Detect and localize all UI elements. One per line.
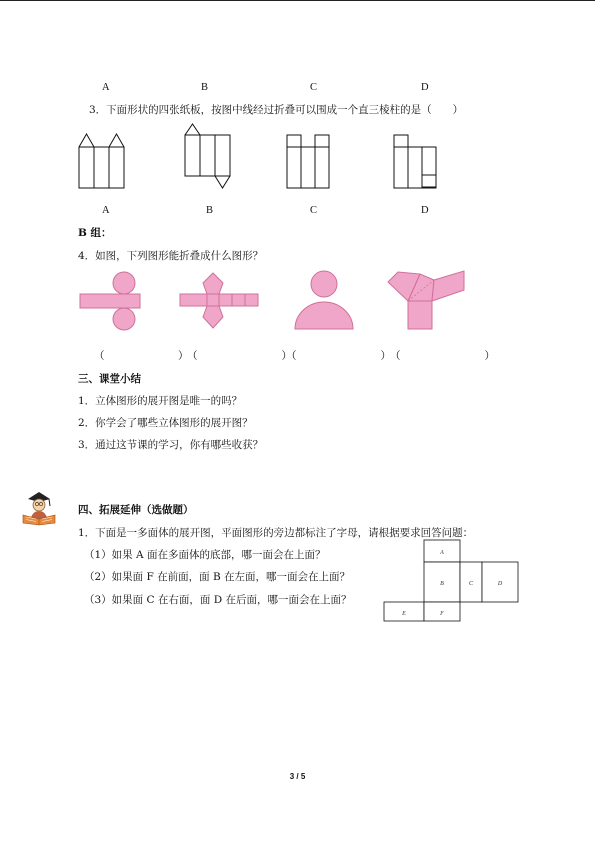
net-label-b: B: [440, 581, 444, 587]
q3-option-d: D: [421, 205, 429, 216]
net-label-c: C: [468, 581, 474, 587]
net-label-f: F: [440, 611, 444, 617]
q4-answer-1[interactable]: （ ）: [94, 350, 189, 362]
q4-answer-2[interactable]: （ ）: [187, 350, 292, 362]
q4-answer-3[interactable]: （ ）: [286, 350, 391, 362]
q3-option-c: C: [310, 205, 318, 216]
q3-figure-c: [286, 134, 336, 194]
section4-intro: 1．下面是一多面体的展开图，平面图形的旁边都标注了字母，请根据要求回答问题：: [78, 527, 474, 539]
q3-question: 3．下面形状的四张纸板，按图中线经过折叠可以围成一个直三棱柱的是（ ）: [89, 104, 464, 116]
page-number: 3 / 5: [289, 772, 306, 781]
section4-title: 四、拓展延伸（选做题）: [78, 504, 194, 516]
section3-item-1: 1．立体图形的展开图是唯一的吗？: [78, 395, 243, 407]
q3-option-a: A: [102, 205, 110, 216]
prism-net-figure: [178, 272, 260, 332]
q3-figure-b: [184, 122, 234, 192]
q2-option-c: C: [310, 82, 318, 93]
section3-item-3: 3．通过这节课的学习，你有哪些收获？: [78, 439, 264, 451]
section4-item-2: （2）如果面 F 在前面，面 B 在左面，哪一面会在上面？: [84, 571, 351, 583]
cylinder-net-figure: [80, 270, 140, 332]
q2-option-a: A: [102, 82, 110, 93]
section3-item-2: 2．你学会了哪些立体图形的展开图？: [78, 417, 253, 429]
q3-figure-d: [393, 134, 443, 194]
net-label-e: E: [402, 611, 406, 617]
q4-question: 4．如图，下列图形能折叠成什么图形？: [78, 250, 264, 262]
section3-title: 三、课堂小结: [78, 373, 141, 385]
section4-item-3: （3）如果面 C 在右面，面 D 在后面，哪一面会在上面？: [84, 594, 352, 606]
q3-option-b: B: [206, 205, 214, 216]
net-label-d: D: [497, 581, 503, 587]
section4-item-1: （1）如果 A 面在多面体的底部，哪一面会在上面？: [84, 549, 326, 561]
q3-figure-a: [78, 130, 128, 190]
pyramid-net-figure: [386, 268, 468, 332]
cube-net-figure: [384, 539, 520, 623]
header-rule: [0, 0, 595, 1]
teacher-reading-icon: [20, 489, 58, 525]
net-label-a: A: [440, 550, 444, 556]
q2-option-b: B: [201, 82, 209, 93]
q2-option-d: D: [421, 82, 429, 93]
cone-net-figure: [293, 270, 355, 332]
group-b-heading: B 组：: [78, 227, 112, 239]
q4-answer-4[interactable]: （ ）: [390, 350, 495, 362]
